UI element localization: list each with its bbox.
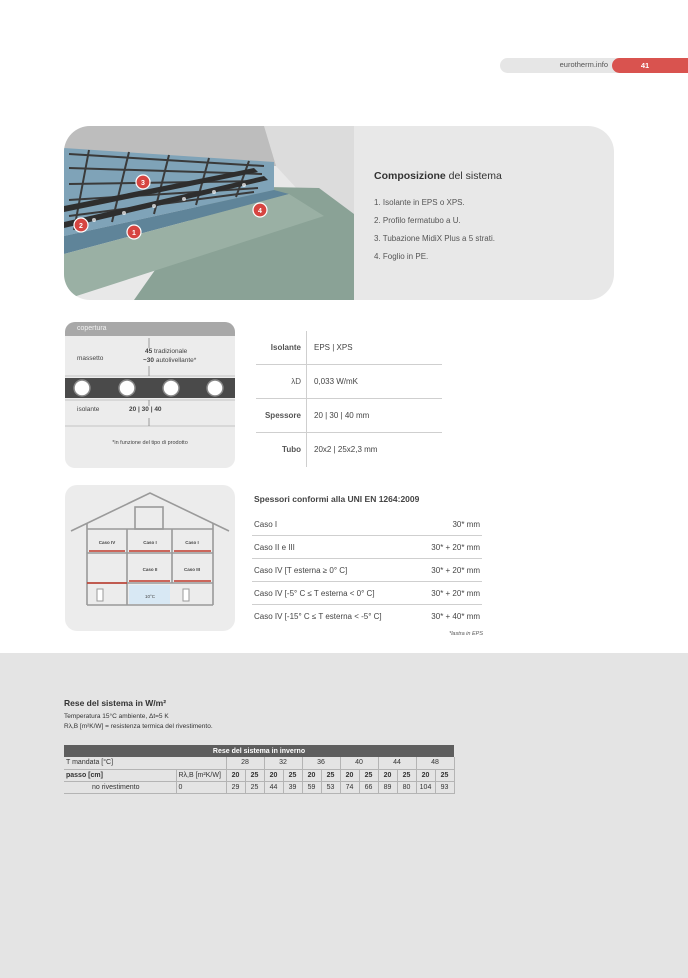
specs-table [256,331,442,467]
value-cell: 89 [378,781,397,793]
case-label: Caso I [254,520,278,529]
rese-table [64,745,455,794]
case-value: 30* + 20* mm [431,566,480,575]
section-header: copertura [65,322,235,336]
value-cell: 59 [302,781,321,793]
room-10c: 10°C [144,594,156,599]
value-cell: 66 [359,781,378,793]
value-cell: 104 [416,781,435,793]
room-caso-iv: Caso IV [98,540,116,545]
cross-section-card [65,322,235,468]
table-row [252,559,482,582]
list-item: 2. Profilo fermatubo a U. [374,216,461,225]
site-url: eurotherm.info [559,60,608,69]
temp-cell: 36 [302,757,340,769]
value-cell: 80 [397,781,416,793]
value-cell: 44 [264,781,283,793]
rese-subtitle-resistance: Rλ,B [m²K/W] = resistenza termica del rivestimento. [64,723,213,730]
resistance-label: Rλ,B [m²K/W] [176,769,226,781]
step-cell: 25 [283,769,302,781]
table-row [252,582,482,605]
step-cell: 25 [321,769,340,781]
temp-cell: 48 [416,757,454,769]
step-cell: 20 [416,769,435,781]
thickness-title: Spessori conformi alla UNI EN 1264:2009 [254,494,420,504]
temp-cell: 40 [340,757,378,769]
row-resistance: 0 [176,781,226,793]
t-mandata-label: T mandata [°C] [64,757,226,769]
value-cell: 93 [435,781,454,793]
row-label: no rivestimento [64,781,176,793]
step-cell: 20 [302,769,321,781]
house-diagram-card [65,485,235,631]
house-diagram [65,485,235,631]
marker-4: 4 [258,208,262,215]
page-number: 41 [612,58,688,73]
massetto-label: massetto [77,355,104,362]
table-row [252,605,482,628]
thickness-table [252,513,482,628]
list-item: 4. Foglio in PE. [374,252,429,261]
room-caso-ii: Caso II [142,567,158,572]
table-row [256,331,442,365]
room-caso-iii: Caso III [183,567,201,572]
spec-label: Spessore [264,411,301,420]
floor-system-illustration [64,126,354,300]
step-cell: 25 [359,769,378,781]
case-value: 30* + 40* mm [431,612,480,621]
table-caption: Rese del sistema in inverno [64,745,454,757]
room-caso-i-left: Caso I [143,540,157,545]
composition-title: Composizione del sistema [374,170,502,182]
step-cell: 25 [435,769,454,781]
table-row [64,781,454,793]
step-cell: 20 [226,769,245,781]
spec-value: 0,033 W/mK [314,377,359,386]
spec-value: 20 | 30 | 40 mm [314,411,370,420]
marker-2: 2 [79,223,83,230]
table-row [256,365,442,399]
thickness-note: *lastra in EPS [449,631,483,637]
case-label: Caso IV [T esterna ≥ 0° C] [254,566,348,575]
spec-value: 20x2 | 25x2,3 mm [314,445,378,454]
step-cell: 25 [397,769,416,781]
case-label: Caso II e III [254,543,295,552]
step-cell: 25 [245,769,264,781]
spec-label: Tubo [282,445,301,454]
temp-cell: 44 [378,757,416,769]
temp-cell: 32 [264,757,302,769]
table-row [252,536,482,559]
passo-label: passo [cm] [64,769,176,781]
table-caption-row [64,745,454,757]
table-row [256,399,442,433]
case-value: 30* mm [452,520,480,529]
isolante-label: isolante [77,406,100,413]
table-row [256,433,442,467]
list-item: 1. Isolante in EPS o XPS. [374,198,465,207]
rese-title: Rese del sistema in W/m² [64,698,167,708]
massetto-thickness-traditional: 45 tradizionale [145,348,188,355]
rese-subtitle-conditions: Temperatura 15°C ambiente, Δt=5 K [64,713,169,720]
case-value: 30* + 20* mm [431,589,480,598]
spec-label: λD [291,377,301,386]
table-row [252,513,482,536]
value-cell: 29 [226,781,245,793]
case-value: 30* + 20* mm [431,543,480,552]
step-cell: 20 [264,769,283,781]
table-row [64,757,454,769]
marker-1: 1 [132,230,136,237]
step-cell: 20 [340,769,359,781]
spec-value: EPS | XPS [314,343,353,352]
marker-3: 3 [141,180,145,187]
value-cell: 39 [283,781,302,793]
value-cell: 53 [321,781,340,793]
room-caso-i-right: Caso I [185,540,199,545]
isolante-values: 20 | 30 | 40 [129,406,162,413]
list-item: 3. Tubazione MidiX Plus a 5 strati. [374,234,495,243]
temp-cell: 28 [226,757,264,769]
section-note: *in funzione del tipo di prodotto [112,440,188,446]
value-cell: 74 [340,781,359,793]
value-cell: 25 [245,781,264,793]
case-label: Caso IV [-5° C ≤ T esterna < 0° C] [254,589,375,598]
composition-list [374,194,495,266]
composition-card [64,126,614,300]
spec-label: Isolante [270,343,301,352]
table-row [64,769,454,781]
case-label: Caso IV [-15° C ≤ T esterna < -5° C] [254,612,382,621]
massetto-thickness-self-leveling: ~30 autolivellante* [143,357,197,364]
step-cell: 20 [378,769,397,781]
